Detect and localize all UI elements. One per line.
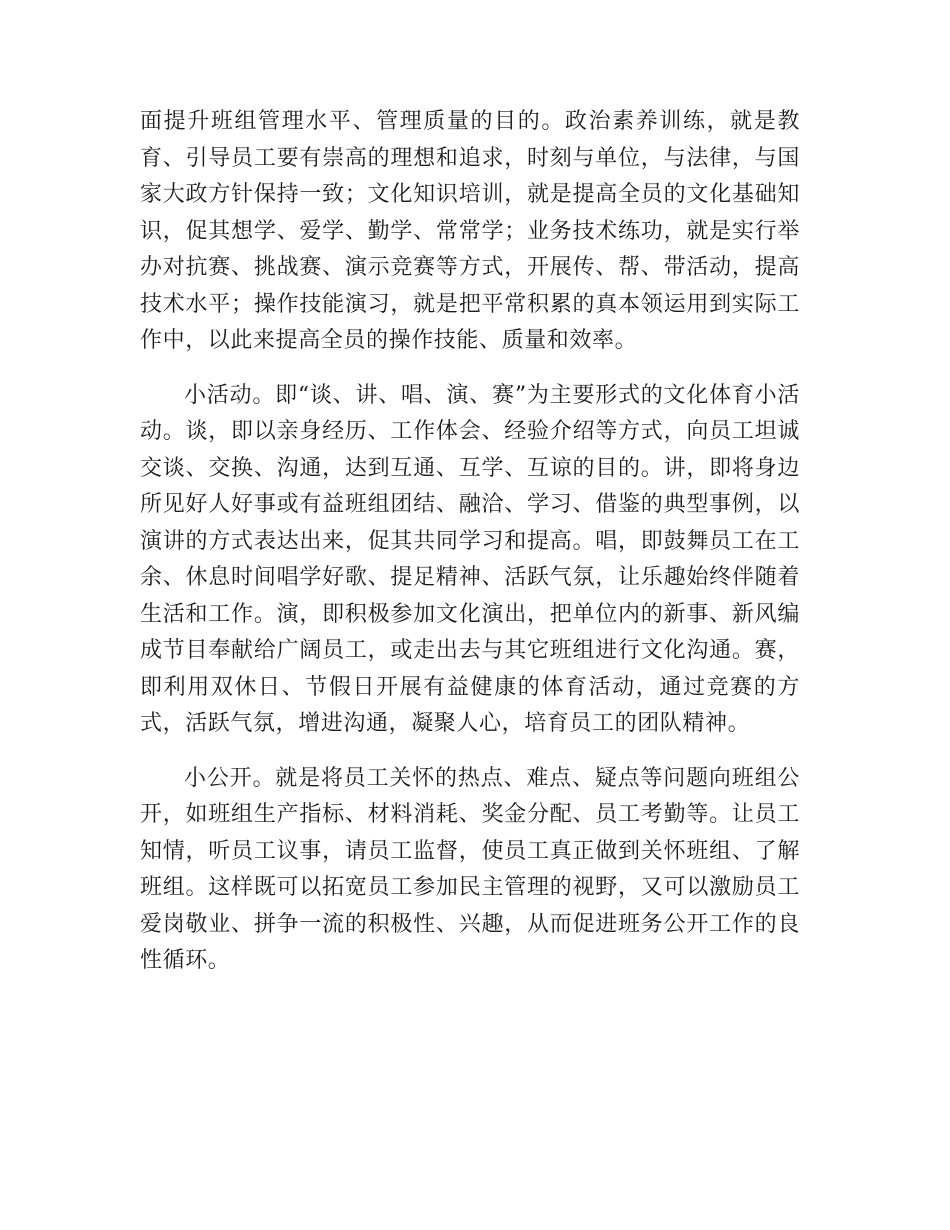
document-body <box>140 104 800 980</box>
paragraph-small-disclosure: 小公开。就是将员工关怀的热点、难点、疑点等问题向班组公开，如班组生产指标、材料消耗、奖金分配、员工考勤等。让员工知情，听员工议事，请员工监督，使员工真正做到关怀班组、了解班组。这样既可以拓宽员工参加民主管理的视野，又可以激励员工爱岗敬业、拼争一流的积极性、兴趣，从而促进班务公开工作的良性循环。 <box>140 765 800 973</box>
paragraph-small-activities: 小活动。即“谈、讲、唱、演、赛”为主要形式的文化体育小活动。谈，即以亲身经历、工作体会、经验介绍等方式，向员工坦诚交谈、交换、沟通，达到互通、互学、互谅的目的。讲，即将身边所见好人好事或有益班组团结、融洽、学习、借鉴的典型事例，以演讲的方式表达出来，促其共同学习和提高。唱，即鼓舞员工在工余、休息时间唱学好歌、提足精神、活跃气氛，让乐趣始终伴随着生活和工作。演，即积极参加文化演出，把单位内的新事、新风编成节目奉献给广阔员工，或走出去与其它班组进行文化沟通。赛，即利用双休日、节假日开展有益健康的体育活动，通过竞赛的方式，活跃气氛，增进沟通，凝聚人心，培育员工的团队精神。 <box>140 382 800 736</box>
paragraph-gap <box>140 743 800 761</box>
paragraph-continuation: 面提升班组管理水平、管理质量的目的。政治素养训练，就是教育、引导员工要有崇高的理想和追求，时刻与单位，与法律，与国家大政方针保持一致；文化知识培训，就是提高全员的文化基础知识，促其想学、爱学、勤学、常常学；业务技术练功，就是实行举办对抗赛、挑战赛、演示竞赛等方式，开展传、帮、带活动，提高技术水平；操作技能演习，就是把平常积累的真本领运用到实际工作中，以此来提高全员的操作技能、质量和效率。 <box>140 109 800 353</box>
paragraph-gap <box>140 360 800 378</box>
